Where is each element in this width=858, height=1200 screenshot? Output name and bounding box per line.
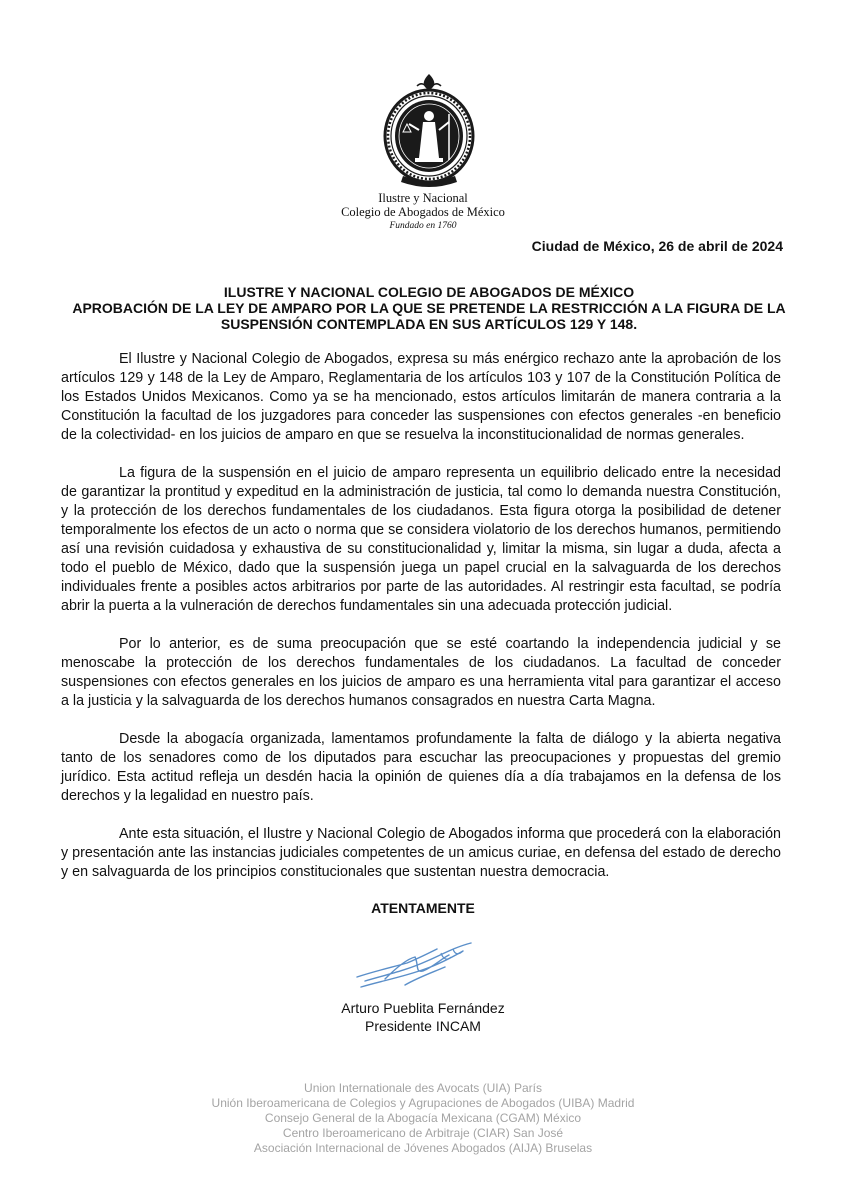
signer-name: Arturo Pueblita Fernández xyxy=(341,1000,505,1016)
affiliations-footer xyxy=(0,1081,846,1156)
paragraph-2: La figura de la suspensión en el juicio de amparo representa un equilibrio delicado entre la necesidad de garantizar la prontitud y expeditud en la administración de justicia, tal como lo demanda nuestra Constitución, y la protección de los derechos fundamentales de los ciudadanos. Esta figura otorga la posibilidad de detener temporalmente los efectos de un acto o norma que se considera violatorio de los derechos humanos, permitiendo así una revisión cuidadosa y exhaustiva de su constitucionalidad y, limitar la misma, sin lugar a duda, afecta a todo el pueblo de México, dado que la suspensión juega un papel crucial en la salvaguarda de los derechos individuales frente a posibles actos arbitrarios por parte de las autoridades. Al restringir esta facultad, se podría abrir la puerta a la vulneración de derechos fundamentales sin una adecuada protección judicial. xyxy=(61,465,781,614)
institutional-seal-icon xyxy=(373,72,485,190)
signer-title: Presidente INCAM xyxy=(365,1018,481,1034)
title-line1: ILUSTRE Y NACIONAL COLEGIO DE ABOGADOS DE MÉXICO xyxy=(223,284,635,300)
paragraph-1: El Ilustre y Nacional Colegio de Abogados, expresa su más enérgico rechazo ante la aprobación de los artículos 129 y 148 de la Ley de Amparo, Reglamentaria de los artículos 103 y 107 de la Constitución Política de los Estados Unidos Mexicanos. Como ya se ha mencionado, estos artículos limitarán de manera contraria a la Constitución la facultad de los juzgadores para conceder las suspensiones con efectos generales -en beneficio de la colectividad- en los juicios de amparo en que se resuelva la inconstitucionalidad de normas generales. xyxy=(61,351,781,443)
paragraph-3: Por lo anterior, es de suma preocupación que se esté coartando la independencia judicial y se menoscabe la protección de los derechos fundamentales de los ciudadanos. La facultad de conceder suspensiones con efectos generales en los juicios de amparo es una herramienta vital para garantizar el acceso a la justicia y la salvaguarda de los derechos humanos consagrados en nuestra Carta Magna. xyxy=(61,636,781,709)
college-name-line1: Ilustre y Nacional xyxy=(378,191,468,205)
document-date: Ciudad de México, 26 de abril de 2024 xyxy=(531,238,783,254)
affiliation-item: Consejo General de la Abogacía Mexicana (CGAM) México xyxy=(264,1111,582,1125)
document-title xyxy=(60,284,798,332)
affiliation-item: Union Internationale des Avocats (UIA) París xyxy=(304,1081,542,1095)
affiliation-item: Asociación Internacional de Jóvenes Abogados (AIJA) Bruselas xyxy=(253,1141,593,1155)
title-line2: APROBACIÓN DE LA LEY DE AMPARO POR LA QUE SE PRETENDE LA RESTRICCIÓN A LA FIGURA DE LA SUSPENSIÓN CONTEMPLADA EN SUS ARTÍCULOS 129 Y 148. xyxy=(72,300,786,332)
affiliation-item: Unión Iberoamericana de Colegios y Agrupaciones de Abogados (UIBA) Madrid xyxy=(211,1096,635,1110)
founded-year: Fundado en 1760 xyxy=(389,221,457,231)
affiliation-item: Centro Iberoamericano de Arbitraje (CIAR) San José xyxy=(282,1126,564,1140)
document-body xyxy=(61,350,781,901)
paragraph-4: Desde la abogacía organizada, lamentamos profundamente la falta de diálogo y la abierta negativa tanto de los senadores como de los diputados para escuchar las preocupaciones y propuestas del gremio jurídico. Esta actitud refleja un desdén hacia la opinión de quienes día a día trabajamos en la defensa de los derechos y la legalidad en nuestro país. xyxy=(61,731,781,804)
handwritten-signature-icon xyxy=(345,937,485,997)
closing-salutation: ATENTAMENTE xyxy=(371,900,475,916)
paragraph-5: Ante esta situación, el Ilustre y Nacional Colegio de Abogados informa que procederá con la elaboración y presentación ante las instancias judiciales competentes de un amicus curiae, en defensa del estado de derecho y en salvaguarda de los principios constitucionales que sustentan nuestra democracia. xyxy=(61,826,781,880)
college-name-line2: Colegio de Abogados de México xyxy=(341,205,505,219)
